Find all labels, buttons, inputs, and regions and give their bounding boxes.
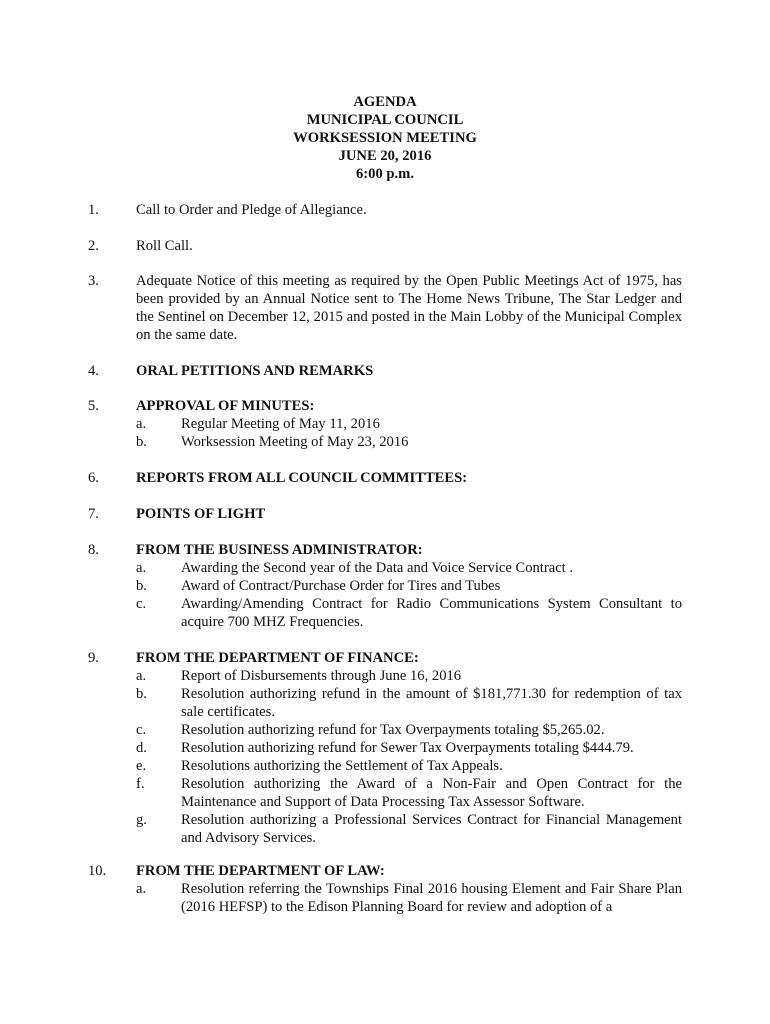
item-title: FROM THE BUSINESS ADMINISTRATOR:: [136, 542, 423, 558]
item-number: 10.: [88, 863, 107, 879]
item-number: 5.: [88, 398, 99, 414]
item-title: REPORTS FROM ALL COUNCIL COMMITTEES:: [136, 470, 468, 486]
agenda-item-4: [88, 362, 682, 380]
sub-item-text: Award of Contract/Purchase Order for Tires and Tubes: [181, 578, 501, 594]
sub-item-letter: e.: [136, 758, 147, 774]
sub-item: [136, 433, 682, 451]
agenda-item-9: [88, 649, 682, 847]
sub-item-text: Report of Disbursements through June 16, 2016: [181, 668, 462, 684]
agenda-item-3: [88, 272, 682, 344]
item-text: Adequate Notice of this meeting as required by the Open Public Meetings Act of 1975, has been provided by an Annual Notice sent to The Home News Tribune, The Star Ledger and the Sentinel on December 12, 2015 and posted in the Main Lobby of the Municipal Complex on the same date.: [136, 273, 682, 343]
sub-item: [136, 757, 682, 775]
sub-item-text: Resolution referring the Townships Final 2016 housing Element and Fair Share Plan (2016 HEFSP) to the Edison Planning Board for review and adoption of a: [181, 881, 682, 915]
item-text: Roll Call.: [136, 238, 193, 254]
agenda-item-2: [88, 237, 682, 255]
sub-item-text: Awarding the Second year of the Data and Voice Service Contract .: [181, 560, 574, 576]
item-number: 4.: [88, 363, 99, 379]
sub-item-letter: b.: [136, 578, 147, 594]
header-date: JUNE 20, 2016: [338, 148, 432, 164]
sub-item: [136, 811, 682, 847]
item-title: FROM THE DEPARTMENT OF FINANCE:: [136, 650, 419, 666]
sub-item-letter: c.: [136, 596, 147, 612]
sub-item-letter: g.: [136, 812, 147, 828]
sub-item-letter: a.: [136, 560, 147, 576]
sub-item-letter: a.: [136, 881, 147, 897]
agenda-item-1: [88, 201, 682, 219]
sub-item-text: Resolution authorizing refund for Sewer Tax Overpayments totaling $444.79.: [181, 740, 634, 756]
item-number: 1.: [88, 202, 99, 218]
sub-item: [136, 880, 682, 916]
sub-item: [136, 775, 682, 811]
sub-item-letter: c.: [136, 722, 147, 738]
sub-item: [136, 721, 682, 739]
item-title: FROM THE DEPARTMENT OF LAW:: [136, 863, 385, 879]
item-text: Call to Order and Pledge of Allegiance.: [136, 202, 367, 218]
sub-item-text: Awarding/Amending Contract for Radio Communications System Consultant to acquire 700 MHZ Frequencies.: [181, 596, 682, 630]
item-number: 7.: [88, 506, 99, 522]
item-title: ORAL PETITIONS AND REMARKS: [136, 363, 374, 379]
sub-item-text: Worksession Meeting of May 23, 2016: [181, 434, 409, 450]
agenda-item-10: [88, 862, 682, 916]
sub-item-text: Regular Meeting of May 11, 2016: [181, 416, 380, 432]
sub-item-letter: f.: [136, 776, 145, 792]
header-meeting-type: WORKSESSION MEETING: [293, 130, 477, 146]
sub-item: [136, 685, 682, 721]
agenda-item-5: [88, 397, 682, 451]
sub-item-text: Resolution authorizing refund in the amount of $181,771.30 for redemption of tax sale certificates.: [181, 686, 682, 720]
item-number: 8.: [88, 542, 99, 558]
agenda-item-6: [88, 469, 682, 487]
sub-item-letter: a.: [136, 416, 147, 432]
header-time: 6:00 p.m.: [356, 166, 414, 182]
header-title: AGENDA: [353, 94, 417, 110]
agenda-item-8: [88, 541, 682, 631]
header-body: MUNICIPAL COUNCIL: [306, 112, 464, 128]
item-number: 2.: [88, 238, 99, 254]
sub-item-letter: b.: [136, 686, 147, 702]
sub-item-text: Resolutions authorizing the Settlement of Tax Appeals.: [181, 758, 503, 774]
sub-item-letter: a.: [136, 668, 147, 684]
item-number: 3.: [88, 273, 99, 289]
agenda-header: [0, 93, 770, 183]
item-title: POINTS OF LIGHT: [136, 506, 266, 522]
sub-item-text: Resolution authorizing the Award of a Non-Fair and Open Contract for the Maintenance and Support of Data Processing Tax Assessor Software.: [181, 776, 682, 810]
item-number: 9.: [88, 650, 99, 666]
sub-item: [136, 739, 682, 757]
item-number: 6.: [88, 470, 99, 486]
sub-item-text: Resolution authorizing a Professional Services Contract for Financial Management and Advisory Services.: [181, 812, 682, 846]
sub-item-letter: b.: [136, 434, 147, 450]
sub-item-text: Resolution authorizing refund for Tax Overpayments totaling $5,265.02.: [181, 722, 605, 738]
agenda-item-7: [88, 505, 682, 523]
sub-item: [136, 415, 682, 433]
sub-item: [136, 595, 682, 631]
sub-item: [136, 559, 682, 577]
item-title: APPROVAL OF MINUTES:: [136, 398, 315, 414]
sub-item-letter: d.: [136, 740, 147, 756]
sub-item: [136, 667, 682, 685]
sub-item: [136, 577, 682, 595]
